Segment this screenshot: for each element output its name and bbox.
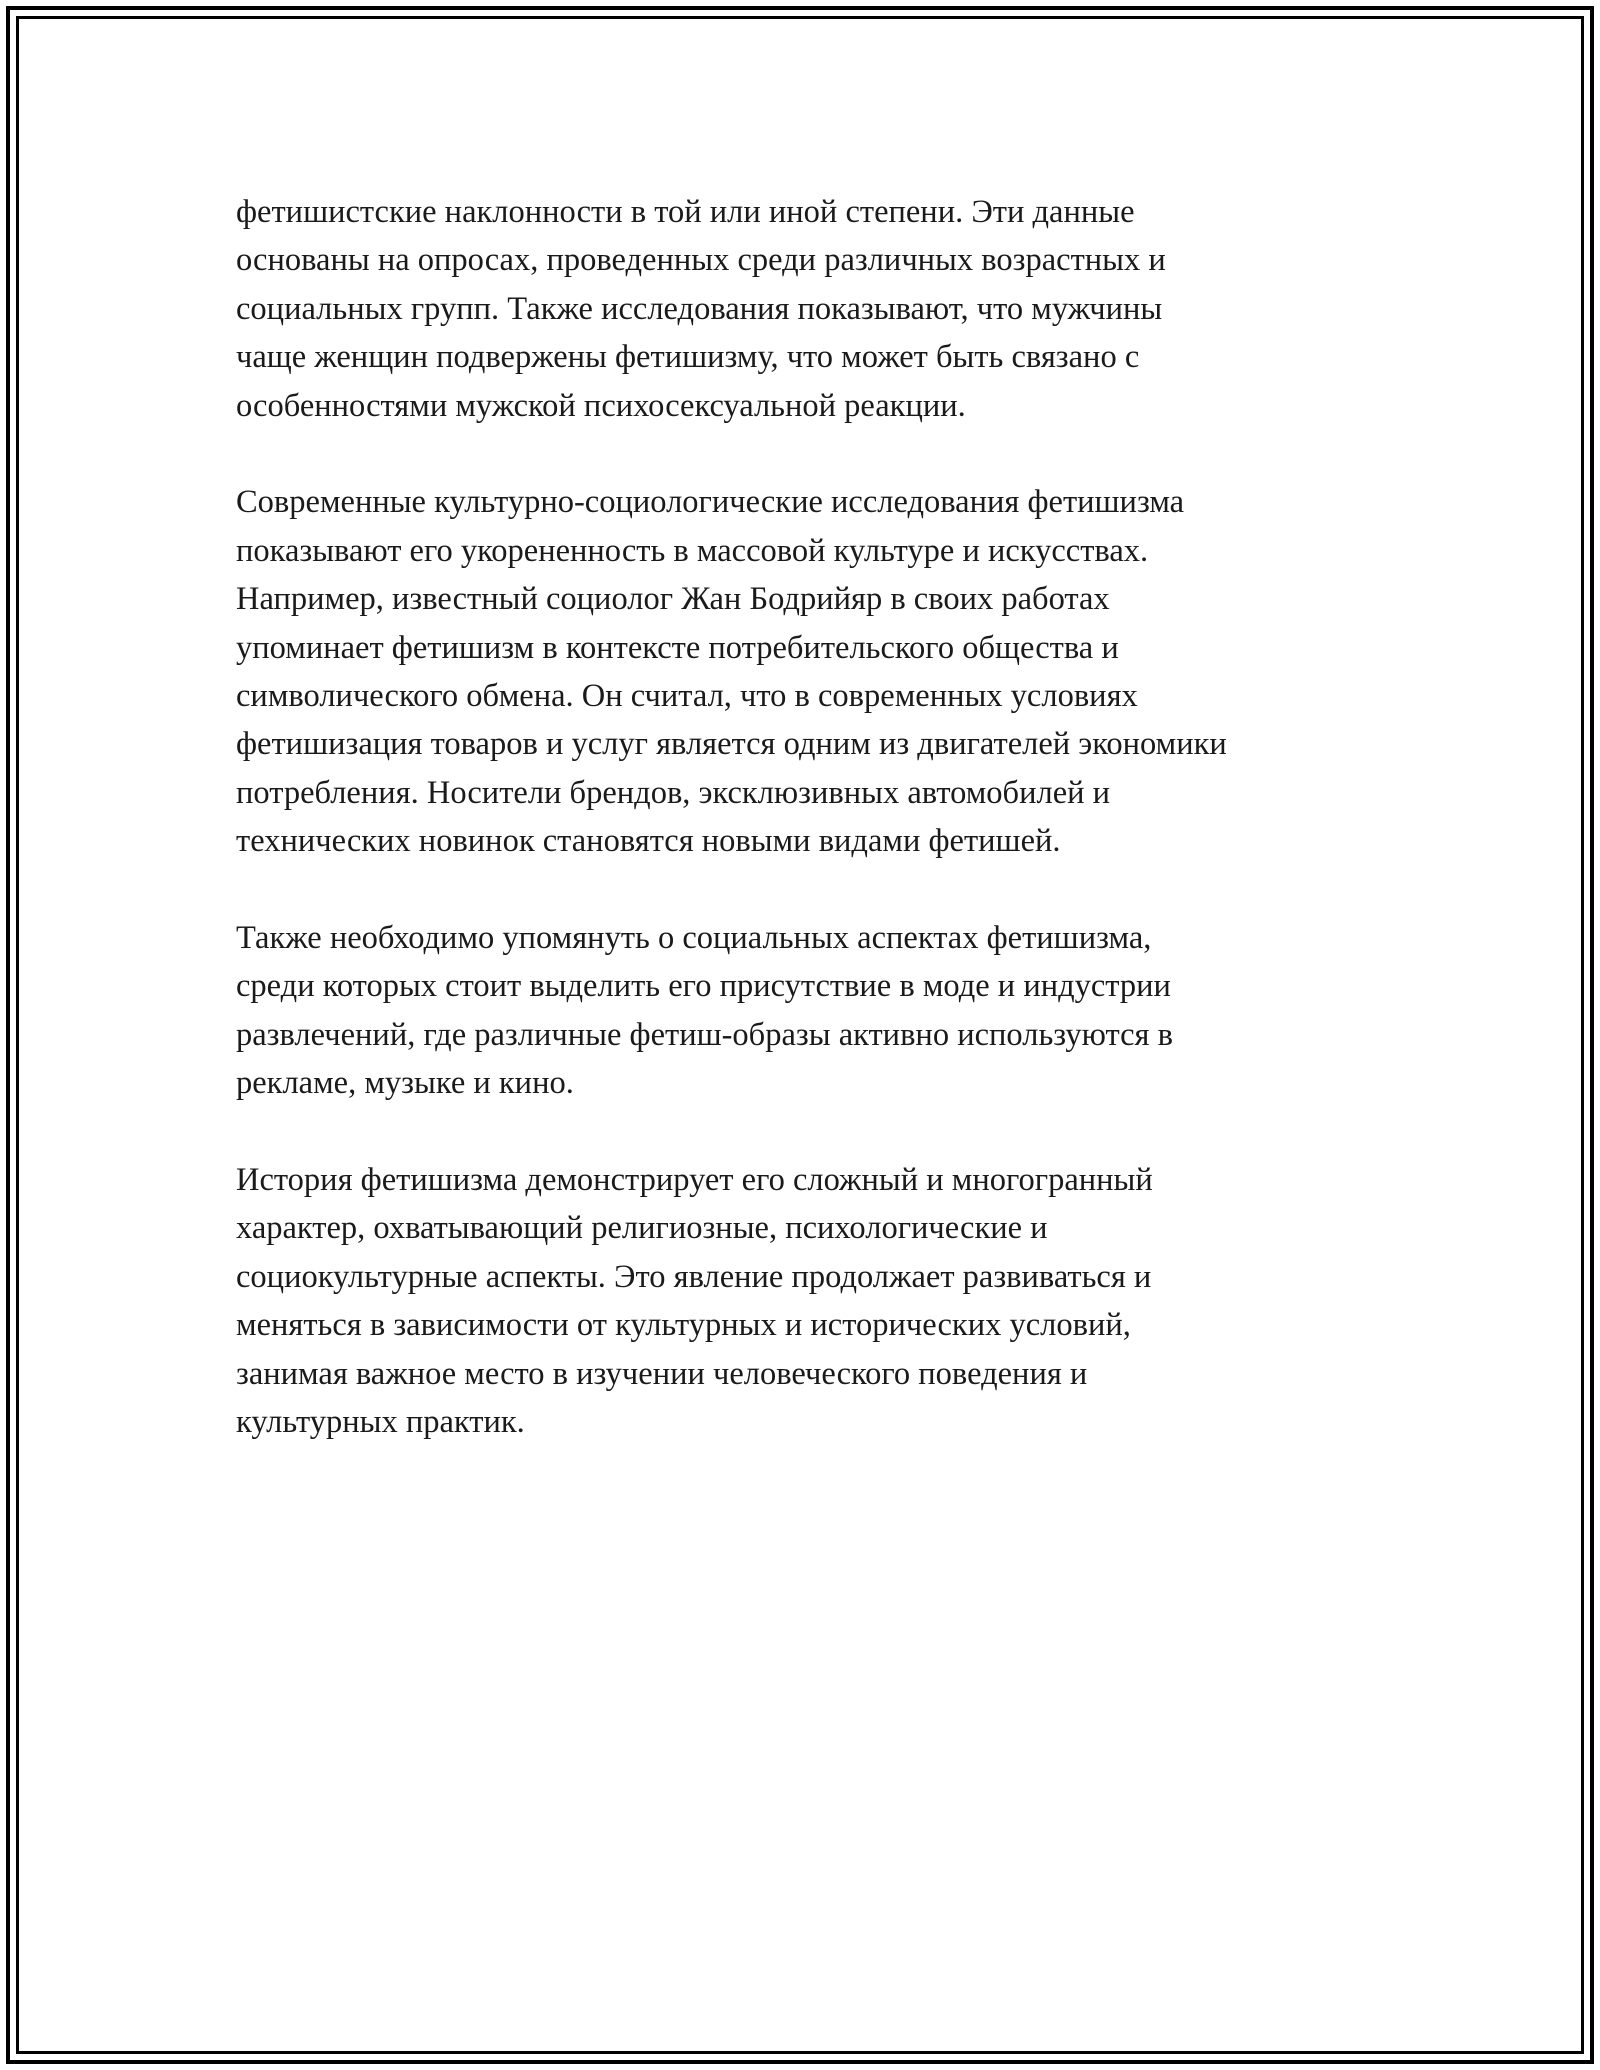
text-line: рекламе, музыке и кино. bbox=[236, 1065, 574, 1102]
paragraph-1 bbox=[236, 188, 1366, 430]
text-line: среди которых стоит выделить его присутствие в моде и индустрии bbox=[236, 968, 1171, 1005]
text-line: особенностями мужской психосексуальной реакции. bbox=[236, 387, 966, 424]
text-line: основаны на опросах, проведенных среди различных возрастных и bbox=[236, 242, 1166, 279]
text-line: символического обмена. Он считал, что в современных условиях bbox=[236, 678, 1138, 715]
document-body bbox=[236, 188, 1366, 1495]
text-line: фетишистские наклонности в той или иной степени. Эти данные bbox=[236, 194, 1135, 230]
text-line: характер, охватывающий религиозные, психологические и bbox=[236, 1210, 1048, 1247]
paragraph-2 bbox=[236, 478, 1366, 865]
text-line: социокультурные аспекты. Это явление продолжает развиваться и bbox=[236, 1258, 1152, 1295]
text-line: занимая важное место в изучении человеческого поведения и bbox=[236, 1355, 1088, 1392]
text-line: Например, известный социолог Жан Бодрийяр в своих работах bbox=[236, 581, 1110, 618]
text-line: показывают его укорененность в массовой культуре и искусствах. bbox=[236, 532, 1149, 569]
text-line: фетишизация товаров и услуг является одним из двигателей экономики bbox=[236, 726, 1227, 763]
text-line: чаще женщин подвержены фетишизму, что может быть связано с bbox=[236, 339, 1140, 376]
paragraph-4 bbox=[236, 1156, 1366, 1446]
text-line: потребления. Носители брендов, эксклюзивных автомобилей и bbox=[236, 774, 1111, 811]
text-line: Также необходимо упомянуть о социальных аспектах фетишизма, bbox=[236, 920, 1152, 957]
paragraph-3 bbox=[236, 914, 1366, 1108]
text-line: технических новинок становятся новыми видами фетишей. bbox=[236, 823, 1061, 860]
text-line: Современные культурно-социологические исследования фетишизма bbox=[236, 484, 1185, 521]
text-line: меняться в зависимости от культурных и исторических условий, bbox=[236, 1307, 1131, 1344]
text-line: развлечений, где различные фетиш-образы активно используются в bbox=[236, 1016, 1173, 1053]
text-line: культурных практик. bbox=[236, 1404, 525, 1441]
text-line: История фетишизма демонстрирует его сложный и многогранный bbox=[236, 1162, 1153, 1199]
text-line: социальных групп. Также исследования показывают, что мужчины bbox=[236, 290, 1163, 327]
text-line: упоминает фетишизм в контексте потребительского общества и bbox=[236, 629, 1119, 666]
